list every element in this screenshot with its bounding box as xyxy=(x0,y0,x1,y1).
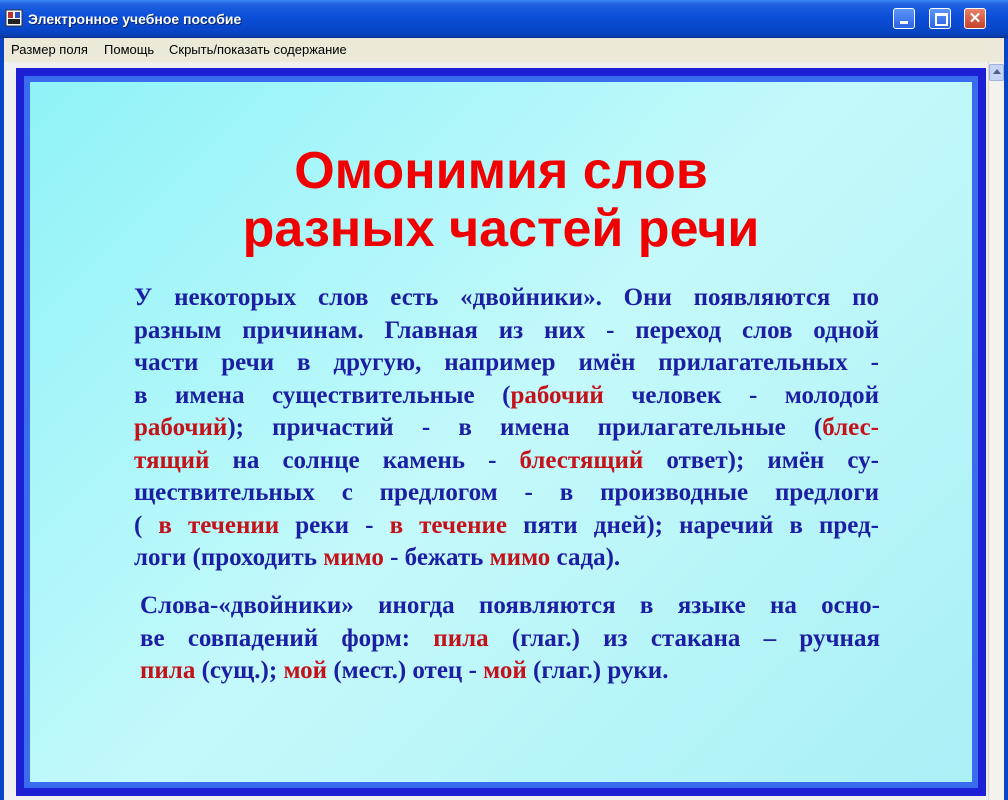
para1-line: рабочий); причастий - в имена прилагательные (блес- xyxy=(134,414,879,441)
para1-line: логи (проходить мимо - бежать мимо сада). xyxy=(134,544,621,571)
title-bar[interactable] xyxy=(0,0,1008,38)
minimize-button[interactable] xyxy=(893,8,915,29)
highlight-word: рабочий xyxy=(510,381,604,409)
highlight-word: блестящий xyxy=(519,446,644,474)
slide-title-line1: Омонимия слов xyxy=(294,142,708,200)
vertical-scrollbar[interactable] xyxy=(988,62,1004,800)
window-title: Электронное учебное пособие xyxy=(28,11,242,27)
paragraph-1 xyxy=(134,282,879,575)
close-icon: ✕ xyxy=(968,10,982,27)
para1-line: У некоторых слов есть «двойники». Они появляются по xyxy=(134,284,879,311)
menu-bar xyxy=(0,38,1008,62)
para1-line: части речи в другую, например имён прилагательных - xyxy=(134,349,879,376)
slide-title xyxy=(30,142,972,258)
highlight-word: блес- xyxy=(822,414,879,441)
close-button[interactable] xyxy=(964,8,986,29)
para1-line: ществительных с предлогом - в производные предлоги xyxy=(134,479,879,506)
maximize-button[interactable] xyxy=(929,8,951,29)
highlight-word: рабочий xyxy=(134,414,228,441)
highlight-word: пила xyxy=(433,624,489,652)
para2-line: пила (сущ.); мой (мест.) отец - мой (глаг.) руки. xyxy=(140,657,669,684)
highlight-word: в течении xyxy=(158,511,280,539)
para1-line: ( в течении реки - в течение пяти дней); наречий в пред- xyxy=(134,511,879,539)
highlight-word: пила xyxy=(140,657,196,684)
paragraph-2 xyxy=(140,590,880,688)
highlight-word: мой xyxy=(283,657,328,684)
para1-line: разным причинам. Главная из них - переход слов одной xyxy=(134,316,879,344)
para2-line: ве совпадений форм: пила (глаг.) из стакана – ручная xyxy=(140,624,880,652)
slide xyxy=(30,82,972,782)
para1-line: в имена существительные (рабочий человек - молодой xyxy=(134,381,879,409)
arrow-up-icon xyxy=(993,69,1001,74)
menu-toggle-contents[interactable]: Скрыть/показать содержание xyxy=(169,42,347,57)
app-icon[interactable] xyxy=(5,9,23,27)
highlight-word: тящий xyxy=(134,446,210,474)
menu-help[interactable]: Помощь xyxy=(104,42,155,57)
para2-line: Слова-«двойники» иногда появляются в языке на осно- xyxy=(140,592,880,619)
slide-frame xyxy=(16,68,986,796)
minimize-icon xyxy=(900,21,908,24)
slide-border xyxy=(24,76,978,788)
maximize-icon xyxy=(935,13,948,26)
menu-field-size[interactable]: Размер поля xyxy=(11,42,88,57)
slide-title-line2: разных частей речи xyxy=(242,200,760,258)
highlight-word: мой xyxy=(483,657,527,684)
highlight-word: мимо xyxy=(489,544,551,571)
para1-line: тящий на солнце камень - блестящий ответ); имён су- xyxy=(134,446,879,474)
highlight-word: в течение xyxy=(389,511,508,539)
window-frame-right xyxy=(1004,62,1008,800)
scroll-up-button[interactable] xyxy=(989,64,1004,81)
highlight-word: мимо xyxy=(323,544,384,571)
